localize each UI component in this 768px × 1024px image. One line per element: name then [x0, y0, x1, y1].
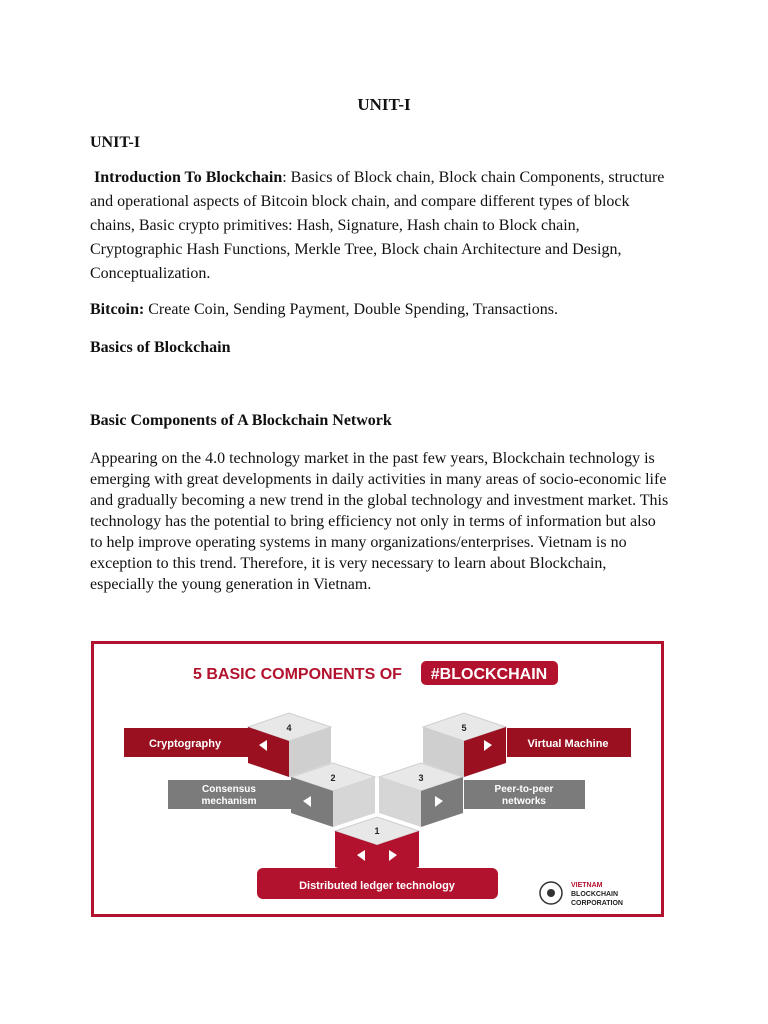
consensus-label-line1: Consensus	[202, 784, 256, 795]
intro-label: Introduction To Blockchain	[94, 169, 283, 186]
cryptography-label: Cryptography	[148, 738, 222, 750]
virtual-machine-label: Virtual Machine	[527, 738, 609, 750]
blockchain-components-infographic	[91, 641, 664, 917]
infographic-svg	[91, 641, 664, 917]
logo-line-3: CORPORATION	[571, 900, 623, 907]
logo-line-2: BLOCKCHAIN	[571, 891, 619, 898]
intro-text: : Basics of Block chain, Block chain Components, structure and operational aspects of Bitcoin block chain, and compare different types of block chains, Basic crypto primitives: Hash, Signature, Hash chain to Block chain, Cryptographic Hash Functions, Merkle Tree, Block chain Architecture and Design, Conceptualization.	[90, 169, 665, 282]
svg-text:4: 4	[286, 723, 292, 733]
consensus-label-line2: mechanism	[201, 796, 257, 807]
page-title: UNIT-I	[357, 95, 411, 114]
peer-to-peer-label-line2: networks	[502, 796, 546, 807]
components-heading: Basic Components of A Blockchain Network	[90, 412, 392, 429]
logo-line-1: VIETNAM	[571, 882, 603, 889]
bitcoin-paragraph	[90, 298, 670, 322]
peer-to-peer-label-line1: Peer-to-peer	[494, 784, 554, 795]
bitcoin-label: Bitcoin:	[90, 301, 145, 318]
svg-text:3: 3	[418, 773, 424, 783]
svg-text:5: 5	[461, 723, 467, 733]
intro-paragraph	[90, 166, 670, 286]
infographic-title-prefix: 5 BASIC COMPONENTS OF	[193, 666, 402, 683]
infographic-title-tag: #BLOCKCHAIN	[430, 666, 548, 683]
unit-heading: UNIT-I	[90, 134, 141, 151]
basics-heading: Basics of Blockchain	[90, 339, 231, 356]
svg-text:2: 2	[330, 773, 336, 783]
body-paragraph: Appearing on the 4.0 technology market in the past few years, Blockchain technology is emerging with great developments in daily activities in many areas of socio-economic life and gradually becoming a new trend in the global technology and investment market. This technology has the potential to bring efficiency not only in terms of information but also to help improve operating systems in many organizations/enterprises. Vietnam is no exception to this trend. Therefore, it is very necessary to learn about Blockchain, especially the young generation in Vietnam.	[90, 450, 669, 593]
distributed-ledger-label: Distributed ledger technology	[299, 880, 455, 892]
svg-text:1: 1	[374, 826, 380, 836]
bitcoin-text: Create Coin, Sending Payment, Double Spending, Transactions.	[144, 301, 558, 318]
